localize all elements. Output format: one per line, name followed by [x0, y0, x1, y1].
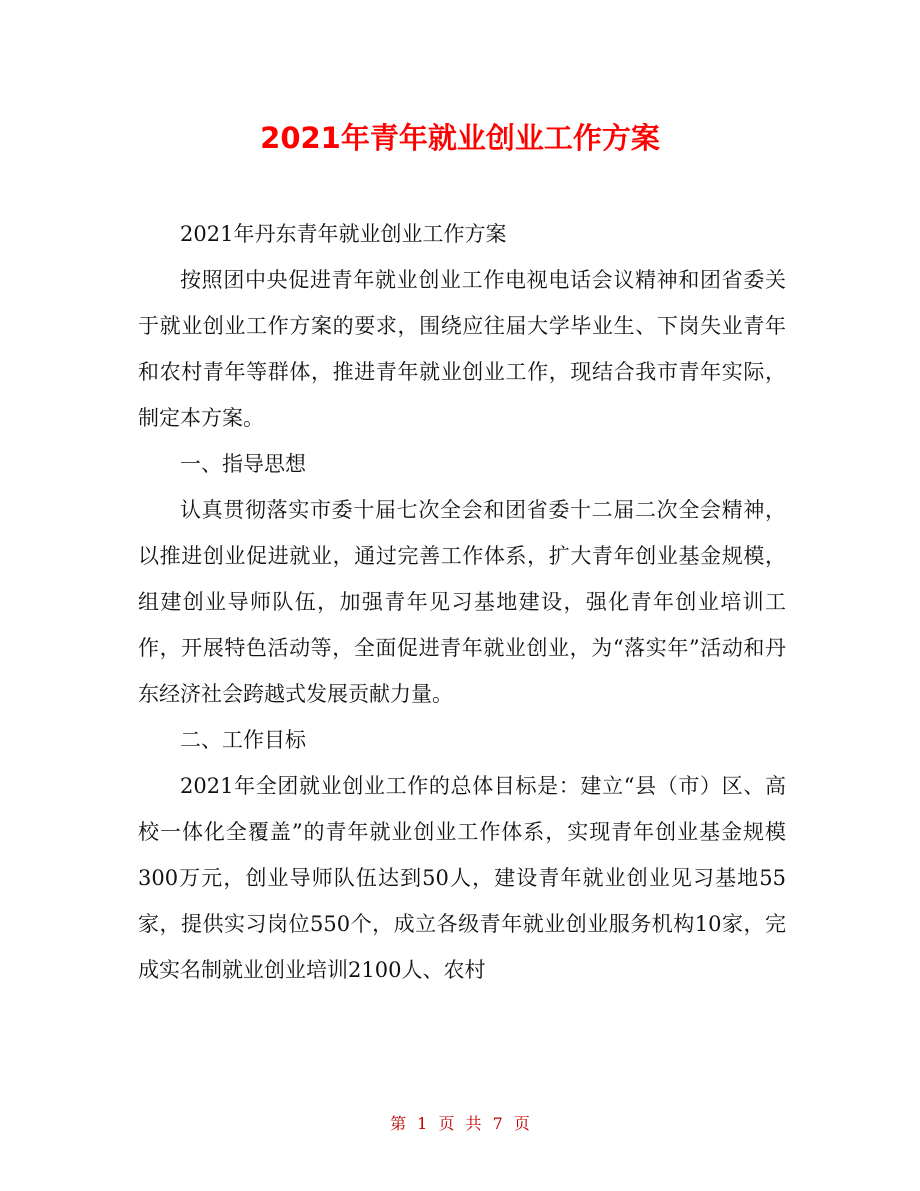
document-body: [138, 211, 786, 993]
document-title: 2021年青年就业创业工作方案: [260, 121, 660, 155]
section-heading-guiding-thought: 一、指导思想: [180, 452, 306, 476]
page-footer: 第 1 页 共 7 页: [390, 1114, 530, 1133]
paragraph-subtitle: 2021年丹东青年就业创业工作方案: [180, 222, 507, 246]
section-heading-work-goals: 二、工作目标: [180, 728, 306, 752]
paragraph-work-goals: 2021年全团就业创业工作的总体目标是：建立“县（市）区、高校一体化全覆盖”的青年就业创业工作体系，实现青年创业基金规模300万元，创业导师队伍达到50人，建设青年就业创业见习基地55家，提供实习岗位550个，成立各级青年就业创业服务机构10家，完成实名制就业创业培训2100人、农村: [138, 774, 786, 982]
paragraph-intro: 按照团中央促进青年就业创业工作电视电话会议精神和团省委关于就业创业工作方案的要求，围绕应往届大学毕业生、下岗失业青年和农村青年等群体，推进青年就业创业工作，现结合我市青年实际，制定本方案。: [138, 268, 786, 430]
paragraph-guiding-thought: 认真贯彻落实市委十届七次全会和团省委十二届二次全会精神，以推进创业促进就业，通过完善工作体系，扩大青年创业基金规模，组建创业导师队伍，加强青年见习基地建设，强化青年创业培训工作，开展特色活动等，全面促进青年就业创业，为“落实年”活动和丹东经济社会跨越式发展贡献力量。: [138, 498, 786, 706]
